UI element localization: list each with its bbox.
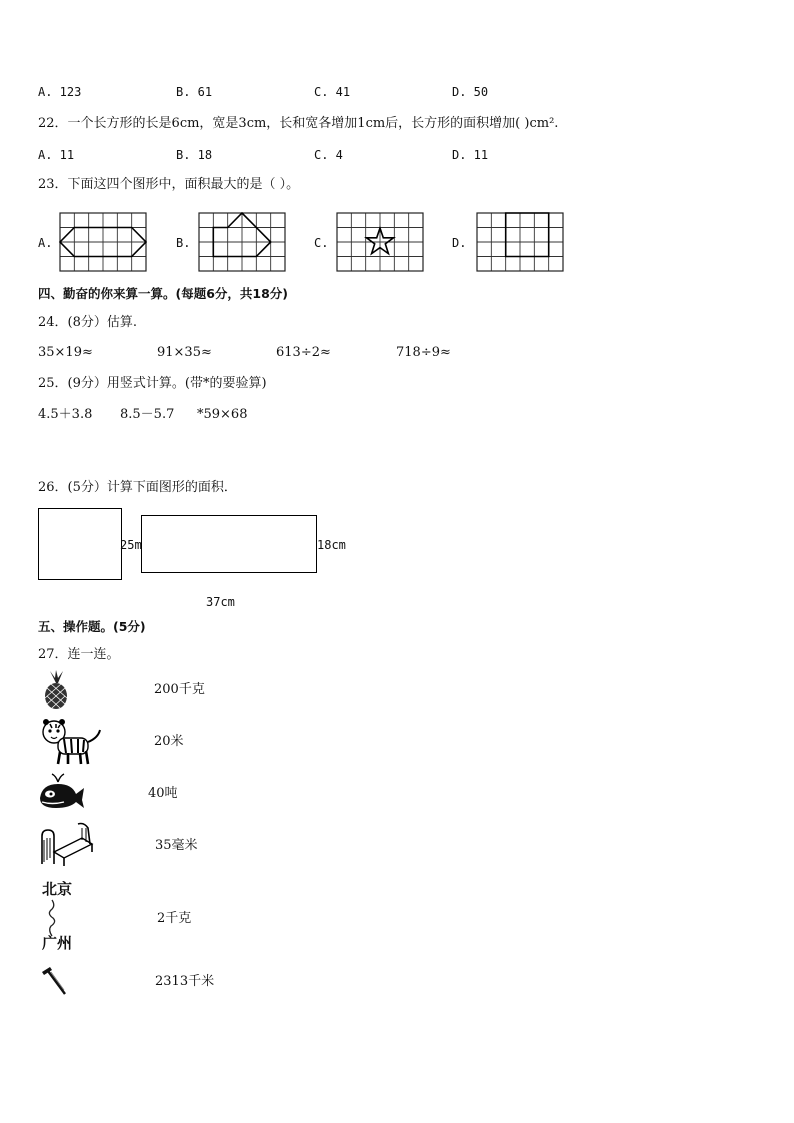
- nail-icon: [40, 966, 68, 996]
- route-map-icon: [44, 900, 64, 936]
- q23-label-b: B.: [176, 236, 191, 250]
- section4-title: 四、勤奋的你来算一算。(每题6分，共18分): [38, 286, 289, 301]
- q24-stem: 24．(8分）估算.: [38, 315, 138, 330]
- q23-figure-b: [199, 213, 285, 271]
- q26-stem: 26．(5分）计算下面图形的面积．: [38, 480, 237, 495]
- q25-item-3: *59×68: [197, 407, 248, 422]
- q23-label-d: D.: [452, 236, 467, 250]
- q21-option-a: A. 123: [38, 85, 82, 99]
- q22-option-b: B. 18: [176, 148, 213, 162]
- q22-option-c: C. 4: [314, 148, 343, 162]
- q22-stem: 22．一个长方形的长是6cm，宽是3cm，长和宽各增加1cm后，长方形的面积增加( )cm².: [38, 116, 559, 131]
- q23-figure-c: [337, 213, 423, 271]
- rectangle-shape: [506, 213, 549, 257]
- q23-label-a: A.: [38, 236, 53, 250]
- q21-option-c: C. 41: [314, 85, 351, 99]
- q26-rectangle: [141, 515, 317, 573]
- q23-label-c: C.: [314, 236, 329, 250]
- grid-d: [477, 213, 563, 271]
- q25-item-1: 4.5＋3.8: [38, 407, 93, 422]
- q23-figure-a: [60, 213, 146, 271]
- q27-row3-text: 40吨: [148, 786, 178, 801]
- q21-option-b: B. 61: [176, 85, 213, 99]
- map-label-beijing: 北京: [42, 880, 73, 898]
- q25-item-2: 8.5－5.7: [120, 407, 175, 422]
- q26-height-label: 18cm: [317, 538, 346, 552]
- whale-icon: [36, 772, 86, 810]
- q24-item-2: 91×35≈: [157, 345, 212, 360]
- q24-item-1: 35×19≈: [38, 345, 93, 360]
- q24-item-4: 718÷9≈: [396, 345, 451, 360]
- q23-figure-d: [477, 213, 563, 271]
- bed-icon: [38, 822, 94, 866]
- q23-stem: 23．下面这四个图形中，面积最大的是（ ）。: [38, 177, 300, 192]
- q27-stem: 27．连一连。: [38, 647, 120, 662]
- q27-row6-text: 2313千米: [155, 974, 215, 989]
- map-label-guangzhou: 广州: [42, 934, 73, 952]
- q22-option-d: D. 11: [452, 148, 489, 162]
- tiger-icon: [38, 718, 102, 766]
- q24-item-3: 613÷2≈: [276, 345, 331, 360]
- q27-row4-text: 35毫米: [155, 838, 198, 853]
- grid-b: [199, 213, 285, 271]
- grid-a: [60, 213, 146, 271]
- q25-stem: 25．(9分）用竖式计算。(带*的要验算): [38, 376, 267, 391]
- q26-width-label: 37cm: [206, 595, 235, 609]
- q27-row5-text: 2千克: [157, 911, 192, 926]
- q22-option-a: A. 11: [38, 148, 75, 162]
- pineapple-icon: [38, 670, 74, 710]
- section5-title: 五、操作题。(5分): [38, 619, 146, 634]
- q26-square: [38, 508, 122, 580]
- q27-row2-text: 20米: [154, 734, 184, 749]
- grid-c: [337, 213, 423, 271]
- q26-square-label: 25m: [120, 538, 142, 552]
- q27-row1-text: 200千克: [154, 682, 205, 697]
- q21-option-d: D. 50: [452, 85, 489, 99]
